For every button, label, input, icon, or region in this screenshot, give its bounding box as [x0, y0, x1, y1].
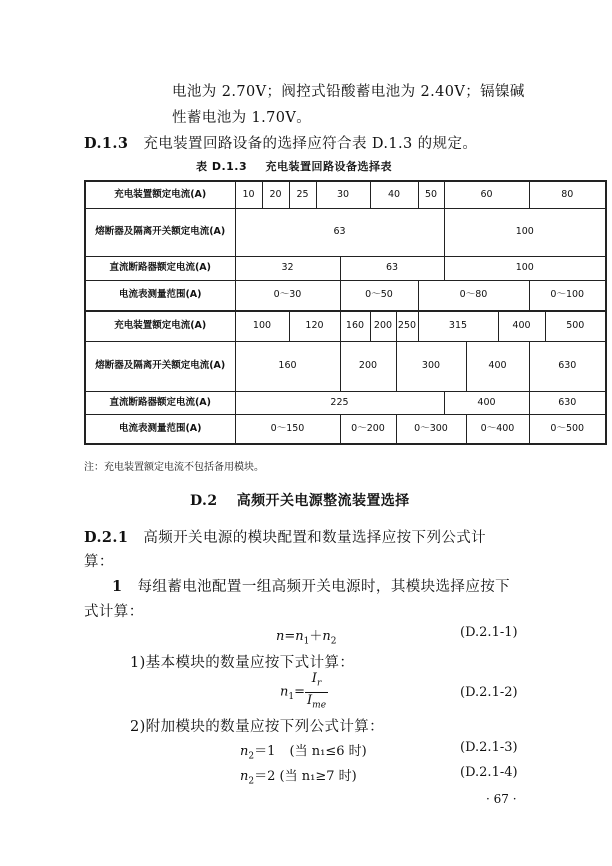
table-cell: 40 — [370, 181, 418, 208]
clause-d13 — [84, 132, 477, 153]
table-cell: 80 — [529, 181, 606, 208]
formula-number: (D.2.1-4) — [460, 765, 518, 780]
table-row-label: 电流表测量范围(A) — [85, 280, 235, 311]
clause-number: D.2.1 — [84, 529, 129, 546]
table-caption-title: 充电装置回路设备选择表 — [265, 160, 392, 173]
table-row-label: 熔断器及隔离开关额定电流(A) — [85, 208, 235, 256]
formula-number: (D.2.1-1) — [460, 625, 518, 640]
table-cell: 200 — [340, 341, 396, 391]
table-cell: 200 — [370, 311, 396, 341]
section-heading-d2 — [190, 490, 410, 510]
table-caption — [196, 158, 392, 174]
table-cell: 63 — [340, 256, 444, 280]
table-row — [85, 181, 606, 208]
table-cell: 0～500 — [529, 414, 606, 444]
formula-d213: $n_2=1$ (当 n₁≤6 时) — [240, 744, 367, 762]
table-cell: 100 — [444, 256, 606, 280]
formula-condition: (当 n₁≥7 时) — [279, 769, 357, 784]
page-number: · 67 · — [486, 792, 517, 806]
table-row — [85, 391, 606, 414]
table-cell: 250 — [396, 311, 418, 341]
table-cell: 100 — [444, 208, 606, 256]
item-text: 每组蓄电池配置一组高频开关电源时，其模块选择应按下 — [137, 579, 511, 595]
formula-condition: (当 n₁≤6 时) — [289, 744, 367, 759]
table-cell: 50 — [418, 181, 444, 208]
formula-d214: $n_2=2$ (当 n₁≥7 时) — [240, 769, 357, 787]
table-cell: 120 — [289, 311, 340, 341]
table-cell: 20 — [262, 181, 289, 208]
sub-item-2: 2)附加模块的数量应按下列公式计算： — [130, 719, 385, 735]
clause-number: D.1.3 — [84, 135, 129, 152]
table-cell: 0～50 — [340, 280, 418, 311]
formula-d211: $n=n_1+n_2$ — [276, 629, 337, 647]
table-row-label: 充电装置额定电流(A) — [85, 181, 235, 208]
table-cell: 315 — [418, 311, 498, 341]
table-cell: 500 — [545, 311, 606, 341]
equipment-selection-table — [84, 180, 607, 445]
formula-d212: $n_1=$ $\frac{I_r}{I_{me}}$ — [280, 671, 327, 711]
intro-line-1: 电池为 2.70V；阀控式铅酸蓄电池为 2.40V；镉镍碱 — [172, 84, 525, 100]
table-cell: 400 — [444, 391, 529, 414]
table-cell: 630 — [529, 341, 606, 391]
table-cell: 63 — [235, 208, 444, 256]
table-cell: 30 — [316, 181, 370, 208]
sub-item-1: 1)基本模块的数量应按下式计算： — [130, 655, 355, 671]
clause-text: 充电装置回路设备的选择应符合表 D.1.3 的规定。 — [143, 136, 478, 152]
table-cell: 160 — [235, 341, 340, 391]
table-cell: 300 — [396, 341, 466, 391]
formula-number: (D.2.1-3) — [460, 740, 518, 755]
intro-line-2: 性蓄电池为 1.70V。 — [172, 110, 312, 126]
table-cell: 0～400 — [466, 414, 529, 444]
table-cell: 0～100 — [529, 280, 606, 311]
table-cell: 0～200 — [340, 414, 396, 444]
item-1 — [112, 575, 510, 596]
item-1-line-2: 式计算： — [84, 604, 144, 620]
table-cell: 0～300 — [396, 414, 466, 444]
table-cell: 25 — [289, 181, 316, 208]
section-number: D.2 — [190, 493, 218, 509]
table-row — [85, 256, 606, 280]
table-row-label: 熔断器及隔离开关额定电流(A) — [85, 341, 235, 391]
table-row — [85, 208, 606, 256]
table-row — [85, 341, 606, 391]
table-cell: 225 — [235, 391, 444, 414]
clause-d21-line-2: 算： — [84, 554, 114, 570]
table-cell: 100 — [235, 311, 289, 341]
item-number: 1 — [112, 578, 123, 595]
table-row — [85, 311, 606, 341]
formula-number: (D.2.1-2) — [460, 685, 518, 700]
table-row-label: 直流断路器额定电流(A) — [85, 256, 235, 280]
table-cell: 0～80 — [418, 280, 529, 311]
table-cell: 0～30 — [235, 280, 340, 311]
section-title: 高频开关电源整流装置选择 — [236, 493, 410, 509]
table-cell: 32 — [235, 256, 340, 280]
table-cell: 400 — [498, 311, 545, 341]
clause-text: 高频开关电源的模块配置和数量选择应按下列公式计 — [143, 530, 487, 546]
table-row — [85, 414, 606, 444]
table-row-label: 电流表测量范围(A) — [85, 414, 235, 444]
clause-d21 — [84, 526, 486, 547]
table-row — [85, 280, 606, 311]
table-row-label: 直流断路器额定电流(A) — [85, 391, 235, 414]
table-row-label: 充电装置额定电流(A) — [85, 311, 235, 341]
table-cell: 400 — [466, 341, 529, 391]
table-note: 注：充电装置额定电流不包括备用模块。 — [84, 462, 264, 473]
table-cell: 10 — [235, 181, 262, 208]
table-caption-number: 表 D.1.3 — [196, 160, 248, 173]
table-cell: 0～150 — [235, 414, 340, 444]
table-cell: 630 — [529, 391, 606, 414]
table-cell: 160 — [340, 311, 370, 341]
table-cell: 60 — [444, 181, 529, 208]
